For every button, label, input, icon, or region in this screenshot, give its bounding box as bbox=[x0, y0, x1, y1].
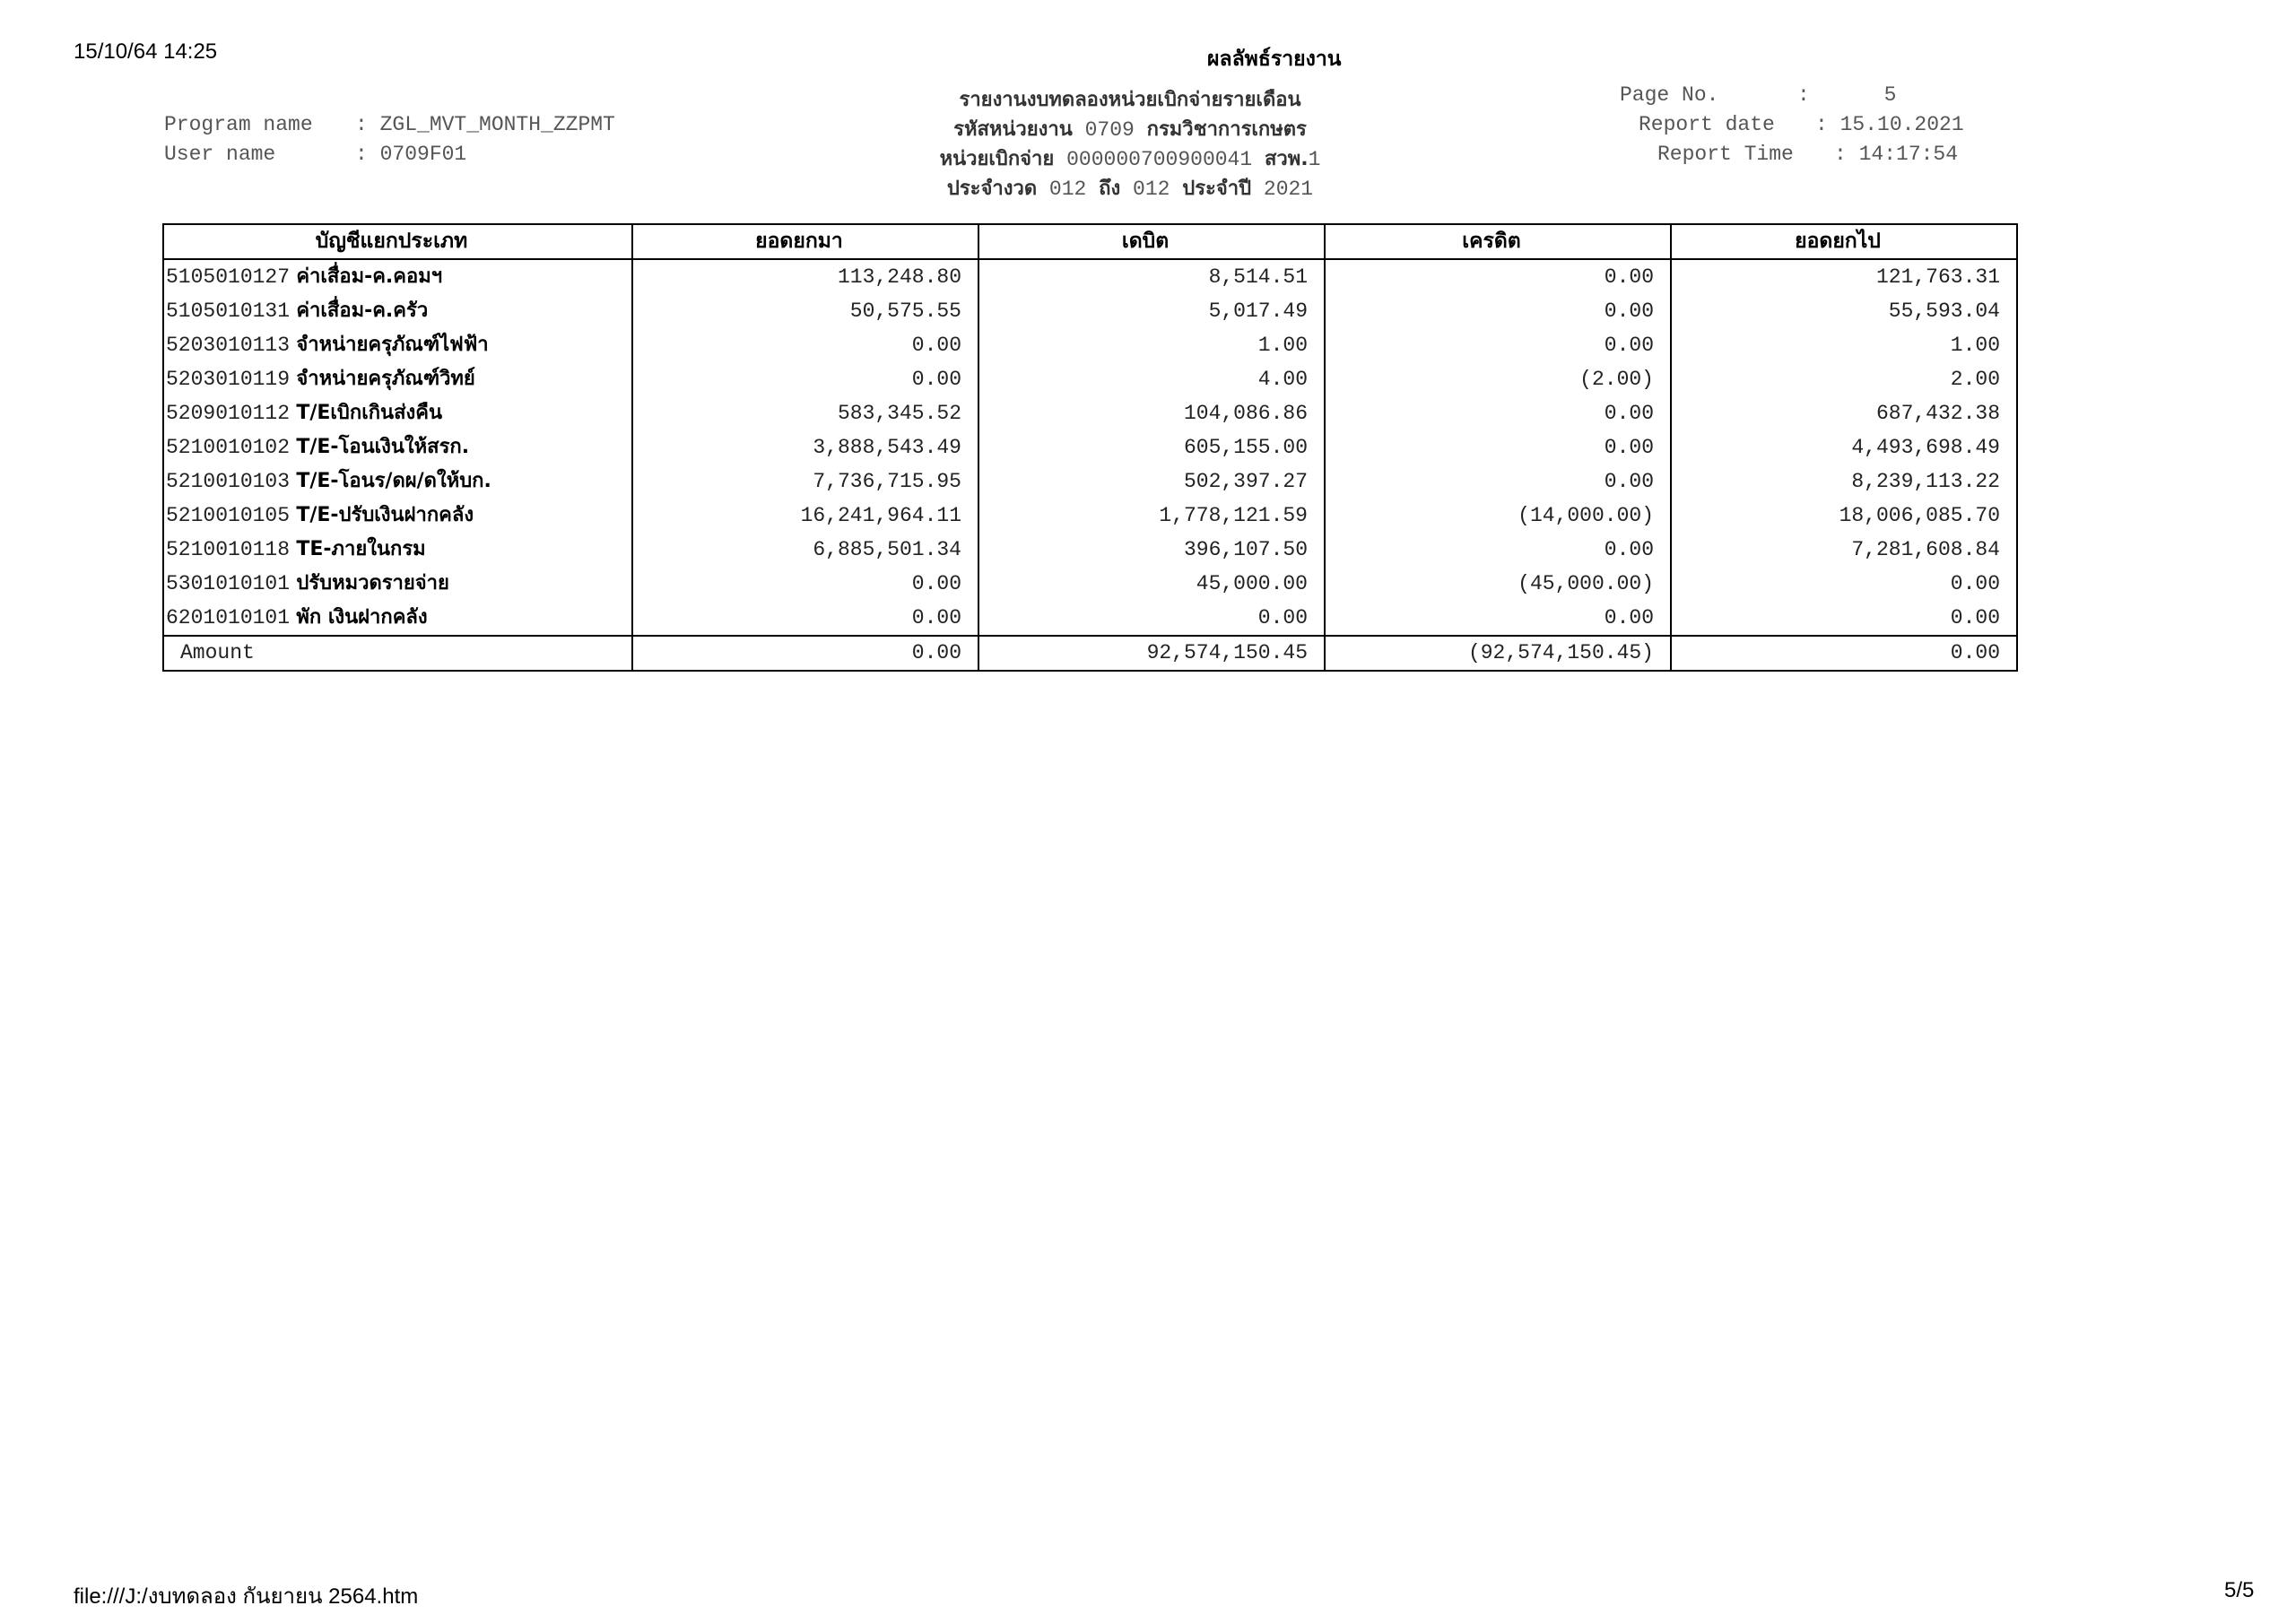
account-cell bbox=[163, 499, 632, 533]
brought-forward-cell: 0.00 bbox=[632, 601, 978, 636]
credit-cell: 0.00 bbox=[1325, 533, 1671, 567]
period-to-label: ถึง bbox=[1099, 178, 1121, 200]
credit-cell: (14,000.00) bbox=[1325, 499, 1671, 533]
account-cell bbox=[163, 396, 632, 430]
account-name: จำหน่ายครุภัณฑ์วิทย์ bbox=[296, 368, 475, 390]
account-code: 5210010103 bbox=[166, 470, 291, 493]
brought-forward-cell: 6,885,501.34 bbox=[632, 533, 978, 567]
carried-forward-cell: 121,763.31 bbox=[1671, 259, 2017, 294]
carried-forward-cell: 8,239,113.22 bbox=[1671, 464, 2017, 499]
brought-forward-cell: 0.00 bbox=[632, 362, 978, 396]
page-no-value: : 5 bbox=[1797, 83, 1897, 107]
carried-forward-cell: 7,281,608.84 bbox=[1671, 533, 2017, 567]
page-heading: ผลลัพธ์รายงาน bbox=[1207, 48, 1342, 71]
account-name: T/Eเบิกเกินส่งคืน bbox=[296, 402, 443, 424]
unit-code: 0709 bbox=[1084, 118, 1135, 142]
credit-cell: 0.00 bbox=[1325, 464, 1671, 499]
column-header-brought-forward: ยอดยกมา bbox=[632, 224, 978, 259]
account-code: 5105010127 bbox=[166, 265, 291, 289]
account-code: 5301010101 bbox=[166, 572, 291, 595]
credit-cell: 0.00 bbox=[1325, 601, 1671, 636]
credit-cell: 0.00 bbox=[1325, 430, 1671, 464]
account-code: 6201010101 bbox=[166, 606, 291, 629]
account-cell bbox=[163, 601, 632, 636]
carried-forward-cell: 0.00 bbox=[1671, 601, 2017, 636]
carried-forward-cell: 55,593.04 bbox=[1671, 294, 2017, 328]
footer-page-number: 5/5 bbox=[2224, 1578, 2255, 1602]
account-name: ปรับหมวดรายจ่าย bbox=[296, 572, 449, 595]
report-date-value: : 15.10.2021 bbox=[1815, 113, 1964, 136]
unit-name: กรมวิชาการเกษตร bbox=[1146, 118, 1307, 141]
user-name-value: : 0709F01 bbox=[355, 143, 467, 166]
table-row bbox=[163, 328, 2017, 362]
account-code: 5203010119 bbox=[166, 368, 291, 391]
account-cell bbox=[163, 328, 632, 362]
account-name: TE-ภายในกรม bbox=[296, 538, 426, 560]
credit-cell: (45,000.00) bbox=[1325, 567, 1671, 601]
debit-cell: 502,397.27 bbox=[978, 464, 1325, 499]
column-header-debit: เดบิต bbox=[978, 224, 1325, 259]
report-title: รายงานงบทดลองหน่วยเบิกจ่ายรายเดือน bbox=[959, 89, 1301, 111]
debit-cell: 605,155.00 bbox=[978, 430, 1325, 464]
program-name-value: : ZGL_MVT_MONTH_ZZPMT bbox=[355, 113, 615, 136]
disburse-line bbox=[940, 143, 1321, 174]
unit-code-label: รหัสหน่วยงาน bbox=[953, 118, 1073, 141]
debit-cell: 0.00 bbox=[978, 601, 1325, 636]
carried-forward-cell: 0.00 bbox=[1671, 567, 2017, 601]
carried-forward-cell: 687,432.38 bbox=[1671, 396, 2017, 430]
trial-balance-table bbox=[162, 223, 2018, 672]
total-label: Amount bbox=[163, 636, 632, 671]
total-credit: (92,574,150.45) bbox=[1325, 636, 1671, 671]
debit-cell: 45,000.00 bbox=[978, 567, 1325, 601]
brought-forward-cell: 50,575.55 bbox=[632, 294, 978, 328]
account-cell bbox=[163, 362, 632, 396]
brought-forward-cell: 0.00 bbox=[632, 328, 978, 362]
account-name: ค่าเสื่อม-ค.คอมฯ bbox=[296, 265, 443, 288]
table-row bbox=[163, 259, 2017, 294]
account-cell bbox=[163, 567, 632, 601]
period-from: 012 bbox=[1048, 178, 1087, 201]
total-brought-forward: 0.00 bbox=[632, 636, 978, 671]
brought-forward-cell: 0.00 bbox=[632, 567, 978, 601]
carried-forward-cell: 4,493,698.49 bbox=[1671, 430, 2017, 464]
period-label: ประจำงวด bbox=[946, 178, 1038, 200]
credit-cell: 0.00 bbox=[1325, 294, 1671, 328]
column-header-credit: เครดิต bbox=[1325, 224, 1671, 259]
column-header-account: บัญชีแยกประเภท bbox=[163, 224, 632, 259]
period-to: 012 bbox=[1133, 178, 1170, 201]
disburse-name: สวพ. bbox=[1264, 148, 1309, 170]
account-name: T/E-โอนร/ดผ/ดให้บก. bbox=[296, 470, 491, 492]
account-name: ค่าเสื่อม-ค.ครัว bbox=[296, 299, 429, 322]
footer-file-path: file:///J:/งบทดลอง กันยายน 2564.htm bbox=[74, 1584, 419, 1609]
year-label: ประจำปี bbox=[1182, 178, 1252, 200]
brought-forward-cell: 113,248.80 bbox=[632, 259, 978, 294]
program-name-label: Program name bbox=[164, 113, 313, 136]
account-code: 5210010118 bbox=[166, 538, 291, 561]
report-time-label: Report Time bbox=[1657, 143, 1794, 166]
account-name: T/E-ปรับเงินฝากคลัง bbox=[296, 504, 474, 526]
account-code: 5210010105 bbox=[166, 504, 291, 527]
carried-forward-cell: 2.00 bbox=[1671, 362, 2017, 396]
account-cell bbox=[163, 533, 632, 567]
brought-forward-cell: 7,736,715.95 bbox=[632, 464, 978, 499]
disburse-code: 000000700900041 bbox=[1066, 148, 1253, 171]
brought-forward-cell: 583,345.52 bbox=[632, 396, 978, 430]
table-row bbox=[163, 601, 2017, 636]
account-code: 5105010131 bbox=[166, 299, 291, 323]
account-cell bbox=[163, 430, 632, 464]
column-header-carried-forward: ยอดยกไป bbox=[1671, 224, 2017, 259]
table-row bbox=[163, 533, 2017, 567]
brought-forward-cell: 16,241,964.11 bbox=[632, 499, 978, 533]
debit-cell: 1,778,121.59 bbox=[978, 499, 1325, 533]
table-row bbox=[163, 464, 2017, 499]
debit-cell: 8,514.51 bbox=[978, 259, 1325, 294]
total-row bbox=[163, 636, 2017, 671]
report-date-label: Report date bbox=[1639, 113, 1775, 136]
account-cell bbox=[163, 294, 632, 328]
table-row bbox=[163, 567, 2017, 601]
credit-cell: 0.00 bbox=[1325, 259, 1671, 294]
carried-forward-cell: 18,006,085.70 bbox=[1671, 499, 2017, 533]
page-no-label: Page No. bbox=[1620, 83, 1719, 107]
period-line bbox=[947, 172, 1313, 204]
debit-cell: 396,107.50 bbox=[978, 533, 1325, 567]
user-name-label: User name bbox=[164, 143, 276, 166]
account-name: จำหน่ายครุภัณฑ์ไฟฟ้า bbox=[296, 334, 489, 356]
disburse-label: หน่วยเบิกจ่าย bbox=[939, 148, 1055, 170]
report-time-value: : 14:17:54 bbox=[1834, 143, 1959, 166]
account-code: 5203010113 bbox=[166, 334, 291, 357]
print-datetime: 15/10/64 14:25 bbox=[74, 39, 218, 64]
account-code: 5209010112 bbox=[166, 402, 291, 425]
carried-forward-cell: 1.00 bbox=[1671, 328, 2017, 362]
credit-cell: (2.00) bbox=[1325, 362, 1671, 396]
year-value: 2021 bbox=[1263, 178, 1314, 201]
account-name: พัก เงินฝากคลัง bbox=[296, 606, 428, 629]
account-name: T/E-โอนเงินให้สรก. bbox=[296, 436, 470, 458]
brought-forward-cell: 3,888,543.49 bbox=[632, 430, 978, 464]
table-header-row bbox=[163, 224, 2017, 259]
account-code: 5210010102 bbox=[166, 436, 291, 459]
debit-cell: 1.00 bbox=[978, 328, 1325, 362]
total-debit: 92,574,150.45 bbox=[978, 636, 1325, 671]
credit-cell: 0.00 bbox=[1325, 328, 1671, 362]
credit-cell: 0.00 bbox=[1325, 396, 1671, 430]
table-row bbox=[163, 430, 2017, 464]
debit-cell: 104,086.86 bbox=[978, 396, 1325, 430]
debit-cell: 4.00 bbox=[978, 362, 1325, 396]
table-row bbox=[163, 362, 2017, 396]
table-row bbox=[163, 499, 2017, 533]
disburse-suffix: 1 bbox=[1308, 148, 1321, 171]
account-cell bbox=[163, 464, 632, 499]
account-cell bbox=[163, 259, 632, 294]
debit-cell: 5,017.49 bbox=[978, 294, 1325, 328]
table-row bbox=[163, 294, 2017, 328]
table-row bbox=[163, 396, 2017, 430]
unit-line bbox=[953, 113, 1307, 144]
total-carried-forward: 0.00 bbox=[1671, 636, 2017, 671]
